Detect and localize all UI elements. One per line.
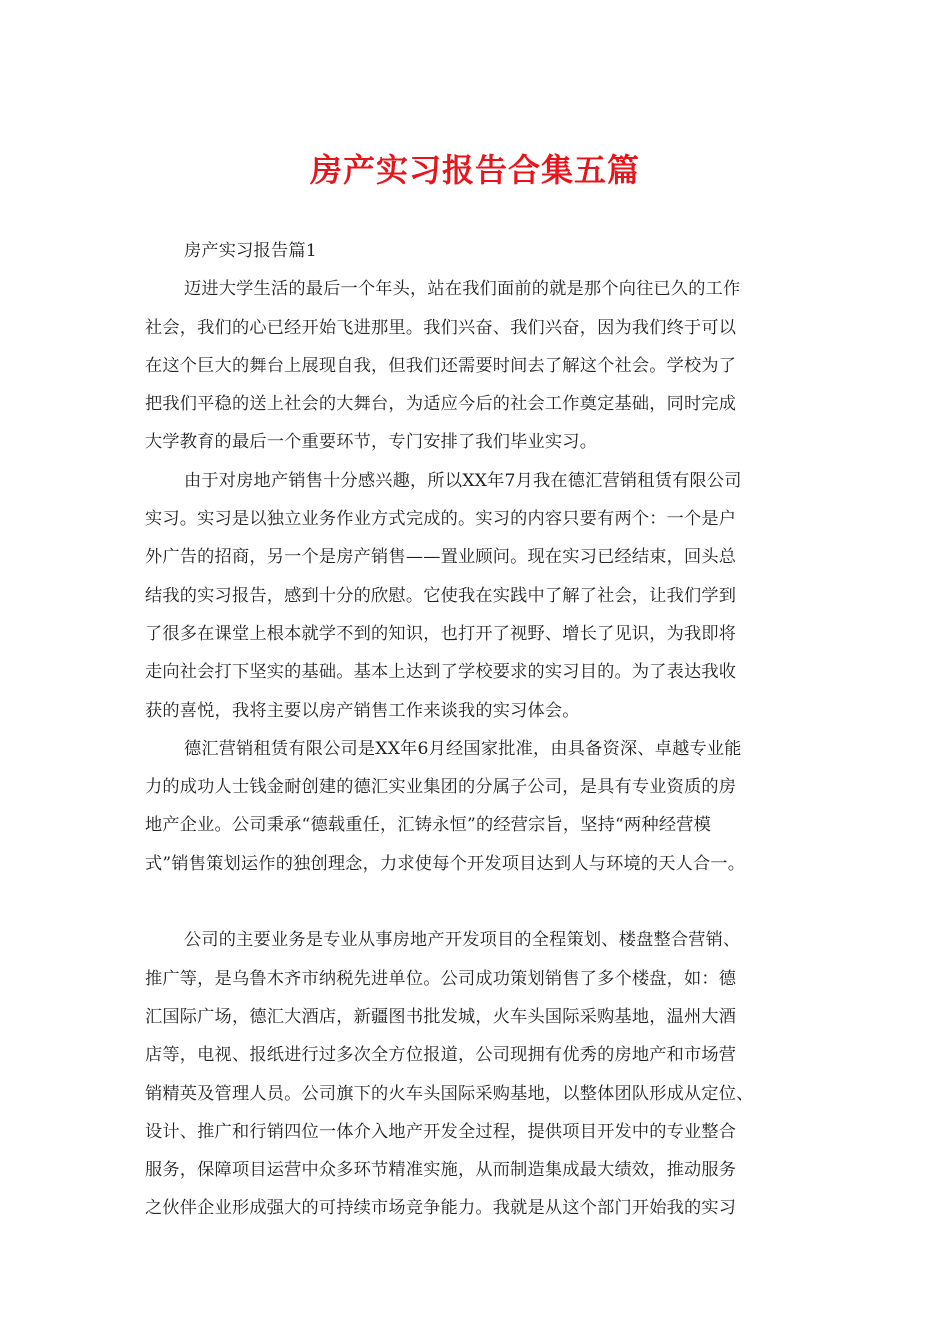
text-line: 外广告的招商，另一个是房产销售——置业顾问。现在实习已经结束，回头总	[145, 547, 737, 568]
text-line: 实习。实习是以独立业务作业方式完成的。实习的内容只要有两个：一个是户	[145, 509, 737, 530]
text-line: 汇国际广场，德汇大酒店，新疆图书批发城，火车头国际采购基地，温州大酒	[145, 1006, 737, 1027]
text-line: 德汇营销租赁有限公司是XX年6月经国家批准，由具备资深、卓越专业能	[184, 738, 742, 759]
text-line: 地产企业。公司秉承“德载重任，汇铸永恒”的经营宗旨，坚持“两种经营模	[145, 815, 711, 836]
text-line: 大学教育的最后一个重要环节，专门安排了我们毕业实习。	[145, 432, 598, 453]
text-line: 迈进大学生活的最后一个年头，站在我们面前的就是那个向往已久的工作	[184, 279, 741, 300]
text-line: 在这个巨大的舞台上展现自我，但我们还需要时间去了解这个社会。学校为了	[145, 355, 737, 376]
blank-line	[145, 883, 810, 921]
text-line: 之伙伴企业形成强大的可持续市场竞争能力。我就是从这个部门开始我的实习	[145, 1198, 737, 1219]
document-title: 房产实习报告合集五篇	[309, 151, 640, 189]
text-line: 走向社会打下坚实的基础。基本上达到了学校要求的实习目的。为了表达我收	[145, 662, 737, 683]
document-body	[145, 232, 810, 1228]
text-line: 式”销售策划运作的独创理念，力求使每个开发项目达到人与环境的天人合一。	[145, 853, 746, 874]
text-line: 获的喜悦，我将主要以房产销售工作来谈我的实习体会。	[145, 700, 580, 721]
paragraph-lines	[145, 270, 810, 1227]
text-line: 店等，电视、报纸进行过多次全方位报道，公司现拥有优秀的房地产和市场营	[145, 1045, 737, 1066]
text-line: 由于对房地产销售十分感兴趣，所以XX年7月我在德汇营销租赁有限公司	[184, 470, 742, 491]
text-line: 把我们平稳的送上社会的大舞台，为适应今后的社会工作奠定基础，同时完成	[145, 394, 737, 415]
text-line: 公司的主要业务是专业从事房地产开发项目的全程策划、楼盘整合营销、	[184, 930, 741, 951]
text-line: 力的成功人士钱金耐创建的德汇实业集团的分属子公司，是具有专业资质的房	[145, 777, 737, 798]
section-heading: 房产实习报告篇1	[184, 241, 317, 261]
text-line: 社会，我们的心已经开始飞进那里。我们兴奋、我们兴奋，因为我们终于可以	[145, 317, 737, 338]
text-line: 销精英及管理人员。公司旗下的火车头国际采购基地，以整体团队形成从定位、	[145, 1083, 754, 1104]
text-line: 服务，保障项目运营中众多环节精准实施，从而制造集成最大绩效，推动服务	[145, 1160, 737, 1181]
text-line: 结我的实习报告，感到十分的欣慰。它使我在实践中了解了社会，让我们学到	[145, 585, 737, 606]
text-line: 推广等，是乌鲁木齐市纳税先进单位。公司成功策划销售了多个楼盘，如：德	[145, 968, 737, 989]
text-line: 了很多在课堂上根本就学不到的知识，也打开了视野、增长了见识，为我即将	[145, 623, 737, 644]
text-line: 设计、推广和行销四位一体介入地产开发全过程，提供项目开发中的专业整合	[145, 1121, 737, 1142]
